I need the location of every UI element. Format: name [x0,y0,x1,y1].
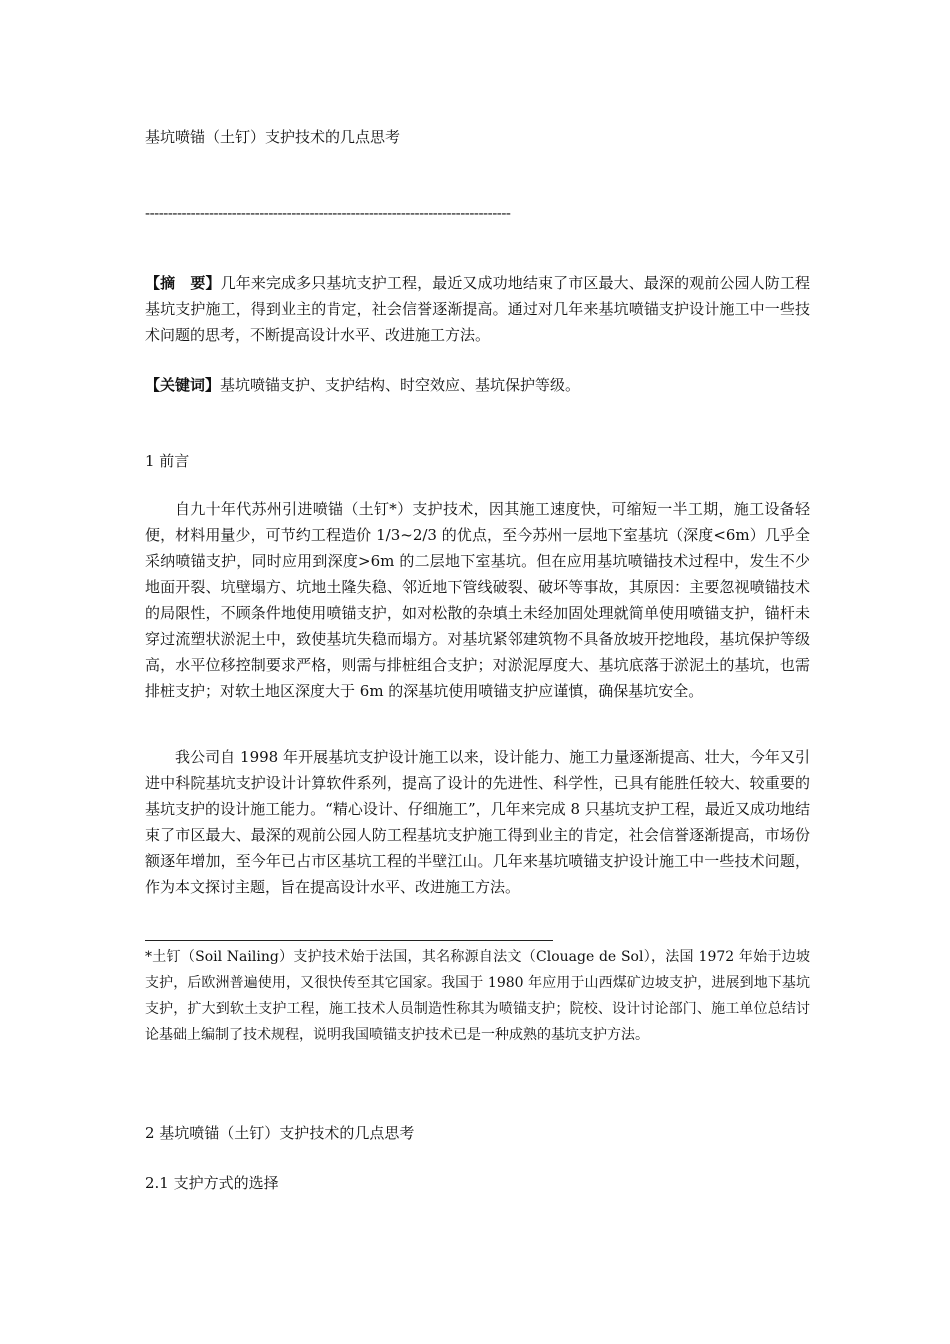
section-1-heading: 1 前言 [145,452,190,470]
section-1-paragraph-1: 自九十年代苏州引进喷锚（土钉*）支护技术，因其施工速度快，可缩短一半工期，施工设备轻便，材料用量少，可节约工程造价 1/3~2/3 的优点，至今苏州一层地下室基坑（深度<6m）几乎全采纳喷锚支护，同时应用到深度>6m 的二层地下室基坑。但在应用基坑喷锚技术过程中，发生不少地面开裂、坑壁塌方、坑地土隆失稳、邻近地下管线破裂、破坏等事故，其原因：主要忽视喷锚技术的局限性，不顾条件地使用喷锚支护，如对松散的杂填土未经加固处理就简单使用喷锚支护，锚杆未穿过流塑状淤泥土中，致使基坑失稳而塌方。对基坑紧邻建筑物不具备放坡开挖地段，基坑保护等级高，水平位移控制要求严格，则需与排桩组合支护；对淤泥厚度大、基坑底落于淤泥土的基坑，也需排桩支护；对软土地区深度大于 6m 的深基坑使用喷锚支护应谨慎，确保基坑安全。 [145,500,810,700]
abstract-paragraph [145,270,810,348]
keywords-text: 基坑喷锚支护、支护结构、时空效应、基坑保护等级。 [220,376,581,394]
section-2-1-heading: 2.1 支护方式的选择 [145,1174,279,1192]
abstract-label: 【摘 要】 [145,274,221,292]
keywords-label: 【关键词】 [145,376,221,394]
footnote: *土钉（Soil Nailing）支护技术始于法国，其名称源自法文（Clouage de Sol），法国 1972 年始于边坡支护，后欧洲普遍使用，又很快传至其它国家。我国于 1980 年应用于山西煤矿边坡支护，进展到地下基坑支护，扩大到软土支护工程，施工技术人员制造性称其为喷锚支护；院校、设计讨论部门、施工单位总结讨论基础上编制了技术规程，说明我国喷锚支护技术已是一种成熟的基坑支护方法。 [145,949,810,1043]
section-1-paragraph-2: 我公司自 1998 年开展基坑支护设计施工以来，设计能力、施工力量逐渐提高、壮大，今年又引进中科院基坑支护设计计算软件系列，提高了设计的先进性、科学性，已具有能胜任较大、较重要的基坑支护的设计施工能力。“精心设计、仔细施工”，几年来完成 8 只基坑支护工程，最近又成功地结束了市区最大、最深的观前公园人防工程基坑支护施工得到业主的肯定，社会信誉逐渐提高，市场份额逐年增加，至今年已占市区基坑工程的半壁江山。几年来基坑喷锚支护设计施工中一些技术问题，作为本文探讨主题，旨在提高设计水平、改进施工方法。 [145,748,810,896]
document-title: 基坑喷锚（土钉）支护技术的几点思考 [145,128,401,146]
keywords-paragraph [145,372,810,398]
footnote-divider [145,940,553,941]
section-2-heading: 2 基坑喷锚（土钉）支护技术的几点思考 [145,1124,415,1142]
separator-line: -------------------------------------------------------------------------------- [145,204,511,222]
abstract-text: 几年来完成多只基坑支护工程，最近又成功地结束了市区最大、最深的观前公园人防工程基坑支护施工，得到业主的肯定，社会信誉逐渐提高。通过对几年来基坑喷锚支护设计施工中一些技术问题的思考，不断提高设计水平、改进施工方法。 [145,274,810,344]
